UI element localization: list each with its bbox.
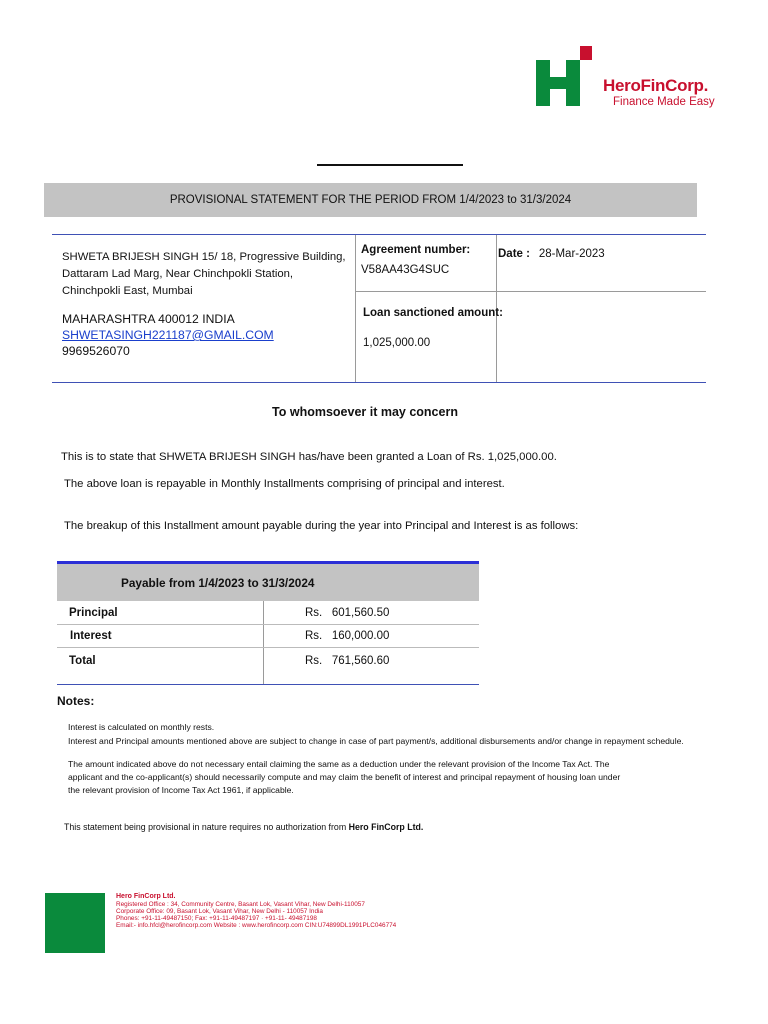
footer-green-block [45, 893, 105, 953]
agreement-date [498, 244, 605, 262]
brand-tagline: Finance Made Easy [613, 96, 715, 108]
payable-row-value: Rs. 160,000.00 [305, 630, 390, 642]
info-table-top-border [52, 234, 706, 235]
customer-phone: 9969526070 [62, 344, 130, 358]
notes-title: Notes: [57, 694, 95, 708]
date-value: 28-Mar-2023 [538, 248, 605, 260]
customer-state: MAHARASHTRA 400012 INDIA [62, 312, 235, 326]
note-item: the relevant provision of Income Tax Act 1961, if applicable. [68, 785, 294, 795]
note-item: Interest is calculated on monthly rests. [68, 722, 215, 732]
payable-row-label: Interest [70, 630, 112, 642]
info-table-row-divider [356, 291, 706, 292]
footer-email: Email:- info.hfcl@herofincorp.com Website : www.herofincorp.com CIN:U74899DL1991PLC046774 [116, 922, 397, 929]
body-line-3: The breakup of this Installment amount payable during the year into Principal and Interest is as follows: [64, 520, 579, 532]
payable-row-value: Rs. 761,560.60 [305, 655, 390, 667]
payable-row-value: Rs. 601,560.50 [305, 607, 390, 619]
payable-table-divider [263, 601, 264, 684]
note-item: applicant and the co-applicant(s) should necessarily compute and may claim the benefit of interest and principal repayment of housing loan under [68, 772, 621, 782]
footer-corporate-office: Corporate Office: 09, Basant Lok, Vasant Vihar, New Delhi - 110057 India [116, 908, 323, 915]
agreement-number-value: V58AA43G4SUC [361, 264, 450, 276]
body-line-1: This is to state that SHWETA BRIJESH SINGH has/have been granted a Loan of Rs. 1,025,000.00. [61, 451, 557, 463]
footer-company: Hero FinCorp Ltd. [116, 893, 176, 900]
loan-sanctioned-value: 1,025,000.00 [363, 337, 431, 349]
loan-sanctioned-label: Loan sanctioned amount: [363, 307, 503, 319]
date-label: Date : [498, 248, 530, 260]
payable-row-divider [57, 624, 479, 625]
agreement-number-label: Agreement number: [361, 244, 471, 256]
customer-address: SHWETA BRIJESH SINGH 15/ 18, Progressive Building, Dattaram Lad Marg, Near Chinchpokli Station, Chinchpokli East, Mumbai [62, 251, 346, 297]
concern-heading: To whomsoever it may concern [272, 405, 458, 419]
payable-row-label: Total [69, 655, 96, 667]
header-rule [317, 164, 463, 166]
payable-table-bottom-border [57, 684, 479, 685]
info-table-divider [355, 235, 356, 382]
note-item: The amount indicated above do not necessary entail claiming the same as a deduction under the relevant provision of the Income Tax Act. The [68, 759, 610, 769]
note-item: Interest and Principal amounts mentioned above are subject to change in case of part payment/s, additional disbursements and/or change in repayment schedule. [68, 736, 684, 746]
brand-name: HeroFinCorp. [603, 76, 709, 95]
info-table-bottom-border [52, 382, 706, 383]
provisional-statement: This statement being provisional in nature requires no authorization from Hero FinCorp Ltd. [64, 822, 424, 832]
herofincorp-logo-icon [536, 46, 592, 106]
payable-row-divider [57, 647, 479, 648]
customer-email-link[interactable]: SHWETASINGH221187@GMAIL.COM [62, 328, 274, 342]
payable-row-label: Principal [69, 607, 118, 619]
customer-contact [62, 311, 352, 359]
footer-phones: Phones: +91-11-49487150; Fax: +91-11-49487197 · +91-11- 49487198 [116, 915, 317, 922]
body-line-2: The above loan is repayable in Monthly Installments comprising of principal and interest. [64, 478, 505, 490]
period-title-bar: PROVISIONAL STATEMENT FOR THE PERIOD FROM 1/4/2023 to 31/3/2024 [44, 183, 697, 217]
footer-registered-office: Registered Office : 34, Community Centre, Basant Lok, Vasant Vihar, New Delhi-110057 [116, 901, 365, 908]
payable-heading: Payable from 1/4/2023 to 31/3/2024 [121, 576, 315, 590]
